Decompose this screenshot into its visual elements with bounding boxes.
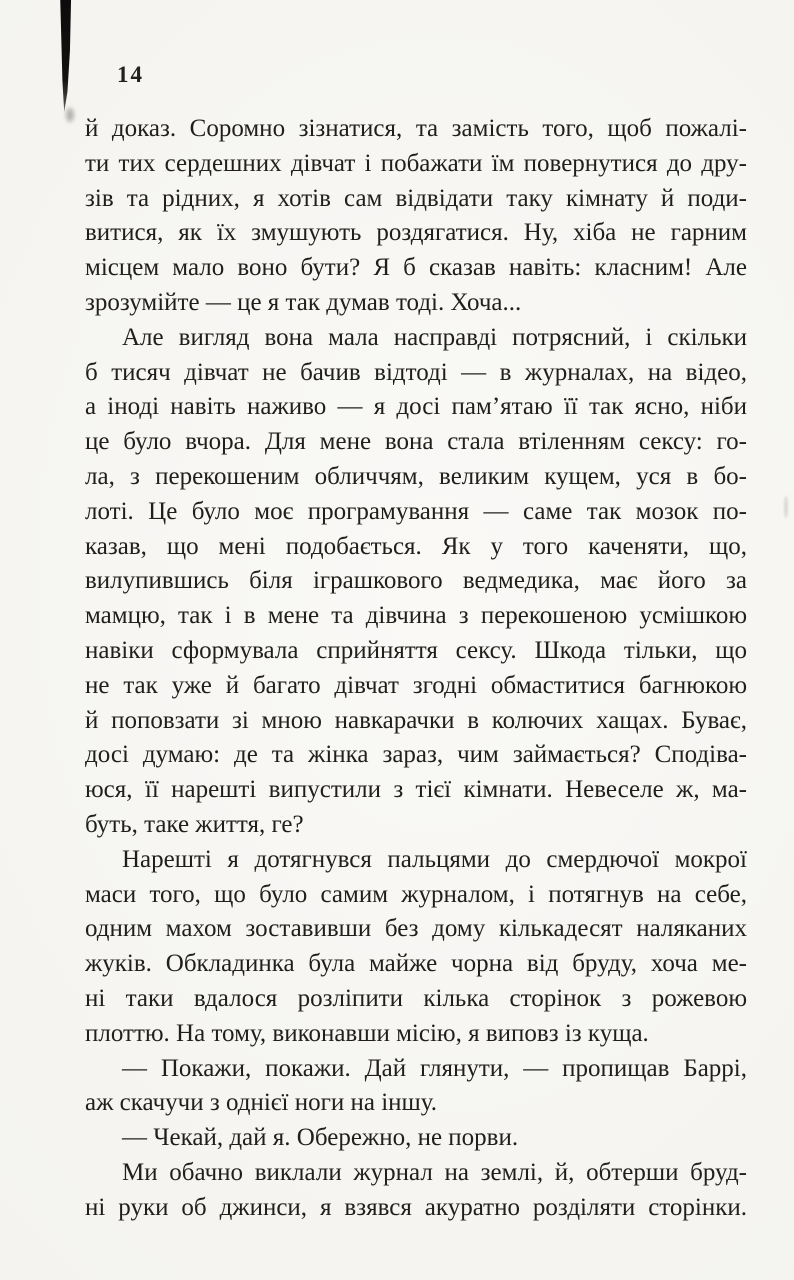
text-line: Нарешті я дотягнувся пальцями до смердючої мокрої <box>122 845 747 873</box>
text-line: навіки сформувала сприйняття сексу. Шкода тільки, що <box>85 636 747 664</box>
text-line: маси того, що було самим журналом, і потягнув на себе, <box>85 880 747 908</box>
text-line: це було вчора. Для мене вона стала втіленням сексу: го- <box>85 428 747 456</box>
paragraph <box>85 843 747 1052</box>
paragraph <box>85 321 747 843</box>
text-line: плоттю. На тому, виконавши місію, я виповз із куща. <box>85 1019 649 1047</box>
text-line: вилупившись біля іграшкового ведмедика, має його за <box>85 567 747 595</box>
binding-shadow-mark <box>57 0 75 112</box>
text-line: — Покажи, покажи. Дай глянути, — пропищав Баррі, <box>122 1054 747 1082</box>
text-line: місцем мало воно бути? Я б сказав навіть: класним! Але <box>85 254 747 282</box>
text-line: зів та рідних, я хотів сам відвідати таку кімнату й поди- <box>85 184 747 212</box>
text-line: жуків. Обкладинка була майже чорна від бруду, хоча ме- <box>85 950 747 978</box>
text-line: ні таки вдалося розліпити кілька сторінок з рожевою <box>85 984 747 1012</box>
paragraph <box>85 112 747 321</box>
text-line: а іноді навіть наживо — я досі пам’ятаю її так ясно, ніби <box>85 393 747 421</box>
paragraph <box>85 1156 747 1226</box>
text-line: одним махом зоставивши без дому кількадесят наляканих <box>85 915 747 943</box>
paragraph <box>85 1121 747 1156</box>
text-line: — Чекай, дай я. Обережно, не порви. <box>122 1124 519 1152</box>
text-line: юся, її нарешті випустили з тієї кімнати. Невеселе ж, ма- <box>85 776 747 804</box>
text-line: зрозумійте — це я так думав тоді. Хоча... <box>85 288 522 316</box>
text-line: ла, з перекошеним обличчям, великим кущем, уся в бо- <box>85 462 747 490</box>
text-line: витися, як їх змушують роздягатися. Ну, хіба не гарним <box>85 219 747 247</box>
text-line: ти тих сердешних дівчат і побажати їм повернутися до дру- <box>85 149 747 177</box>
text-line: ні руки об джинси, я взявся акуратно розділяти сторінки. <box>85 1193 747 1221</box>
paragraph <box>85 1052 747 1122</box>
text-line: й доказ. Соромно зізнатися, та замість того, щоб пожалі- <box>85 115 747 142</box>
binding-smudge-mark <box>66 108 74 122</box>
text-line: мамцю, так і в мене та дівчина з перекошеною усмішкою <box>85 602 747 630</box>
text-line: буть, таке життя, ге? <box>85 810 304 838</box>
text-block <box>85 112 747 1226</box>
text-line: досі думаю: де та жінка зараз, чим займається? Сподіва- <box>85 741 747 769</box>
text-line: лоті. Це було моє програмування — саме так мозок по- <box>85 497 747 525</box>
page-number: 14 <box>117 62 144 87</box>
text-line: Але вигляд вона мала насправді потрясний, і скільки <box>122 323 747 351</box>
text-line: не так уже й багато дівчат згодні обмаститися багнюкою <box>85 671 747 699</box>
text-line: Ми обачно виклали журнал на землі, й, обтерши бруд- <box>122 1158 747 1186</box>
text-line: б тисяч дівчат не бачив відтоді — в журналах, на відео, <box>85 358 747 386</box>
text-line: аж скачучи з однієї ноги на іншу. <box>85 1089 438 1117</box>
text-line: й поповзати зі мною навкарачки в колючих хащах. Буває, <box>85 706 747 734</box>
page-edge-mark <box>784 496 788 518</box>
text-line: казав, що мені подобається. Як у того каченяти, що, <box>85 532 747 560</box>
